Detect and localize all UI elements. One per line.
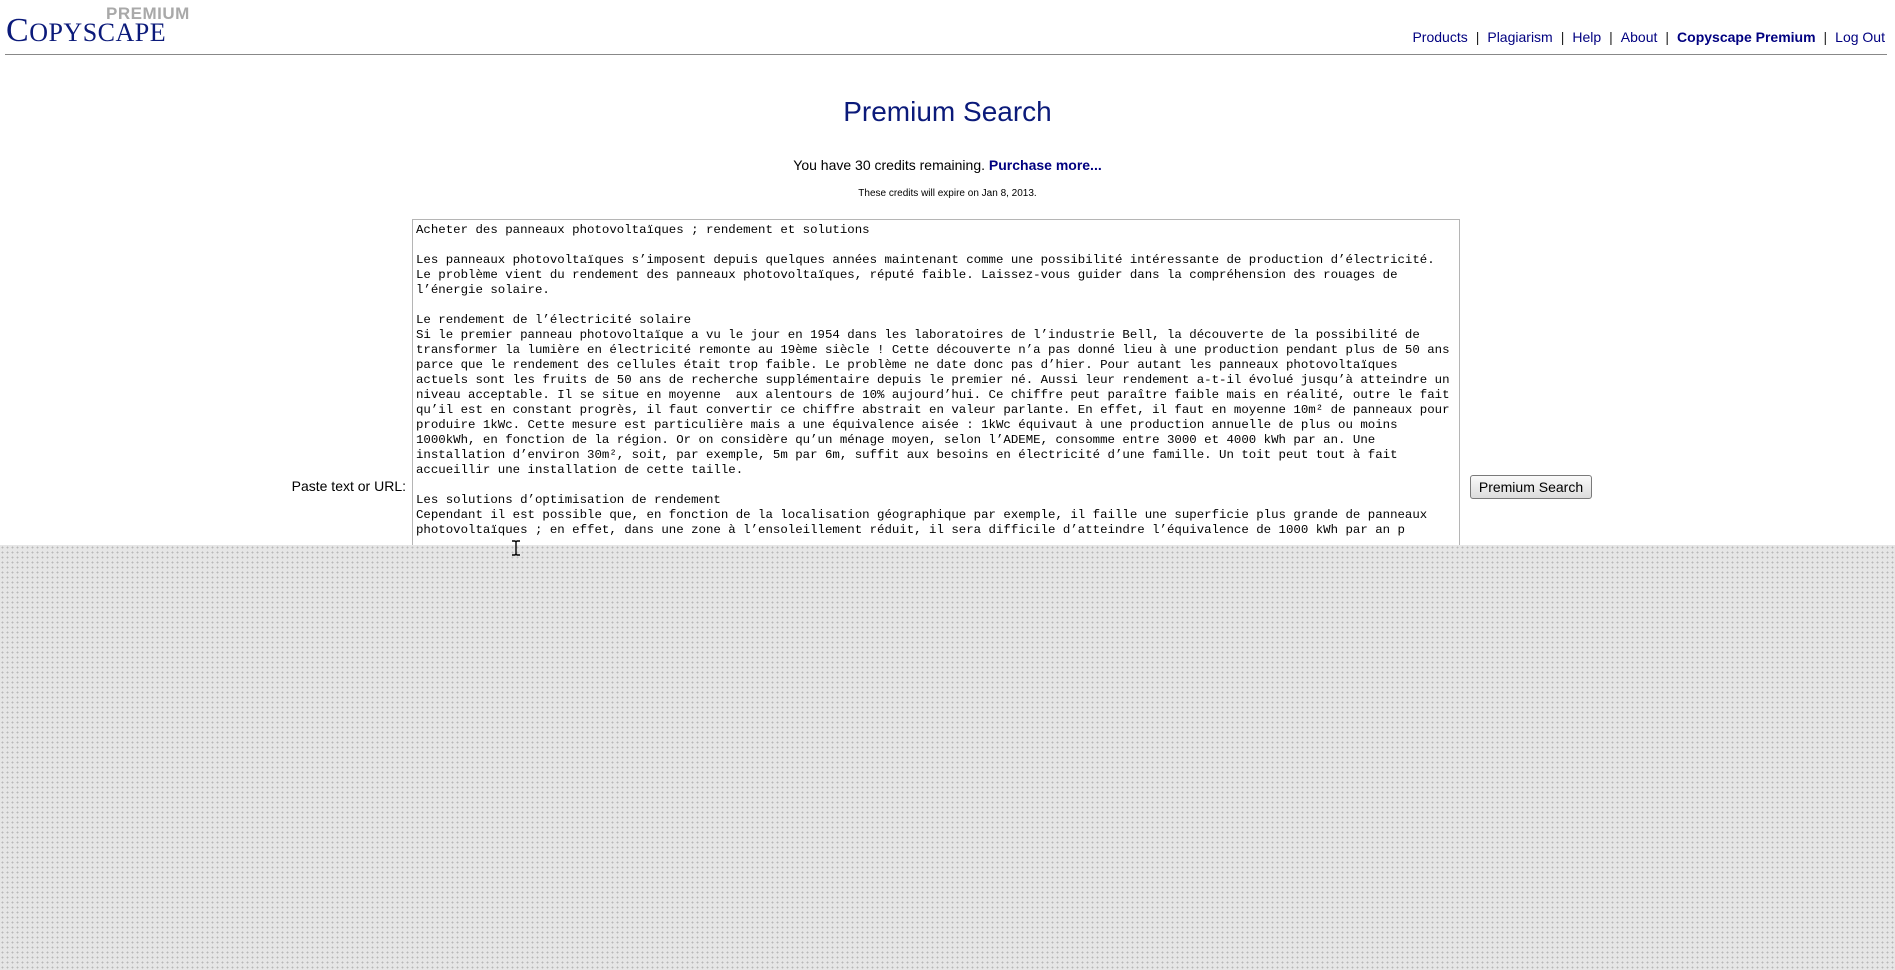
header xyxy=(5,0,1887,55)
copyscape-logo[interactable] xyxy=(6,4,191,48)
logo-wordmark xyxy=(6,12,166,50)
nav-help[interactable]: Help xyxy=(1572,29,1602,45)
paste-text-label: Paste text or URL: xyxy=(291,478,406,494)
nav-separator: | xyxy=(1560,29,1565,45)
nav-separator: | xyxy=(1475,29,1480,45)
nav-separator: | xyxy=(1609,29,1613,45)
nav-copyscape-premium[interactable]: Copyscape Premium xyxy=(1677,29,1816,45)
premium-search-button[interactable]: Premium Search xyxy=(1470,475,1592,499)
nav-separator: | xyxy=(1665,29,1670,45)
logo-premium-badge: PREMIUM xyxy=(106,4,190,23)
paste-text-input[interactable] xyxy=(412,219,1460,554)
credits-remaining-text: You have 30 credits remaining. xyxy=(793,157,985,173)
logo-rest: OPYSCAPE xyxy=(29,18,167,47)
nav-products[interactable]: Products xyxy=(1412,29,1468,45)
nav-log-out[interactable]: Log Out xyxy=(1835,29,1885,45)
dotted-overlay xyxy=(0,545,1895,970)
purchase-more-link[interactable]: Purchase more... xyxy=(988,157,1102,173)
credits-expire-text: These credits will expire on Jan 8, 2013. xyxy=(858,188,1037,199)
nav-separator: | xyxy=(1823,29,1828,45)
nav-plagiarism[interactable]: Plagiarism xyxy=(1487,29,1553,45)
page-title: Premium Search xyxy=(843,96,1052,127)
top-nav xyxy=(1412,29,1885,45)
nav-about[interactable]: About xyxy=(1620,29,1658,45)
logo-initial: C xyxy=(6,12,30,49)
credits-line xyxy=(0,157,1895,173)
